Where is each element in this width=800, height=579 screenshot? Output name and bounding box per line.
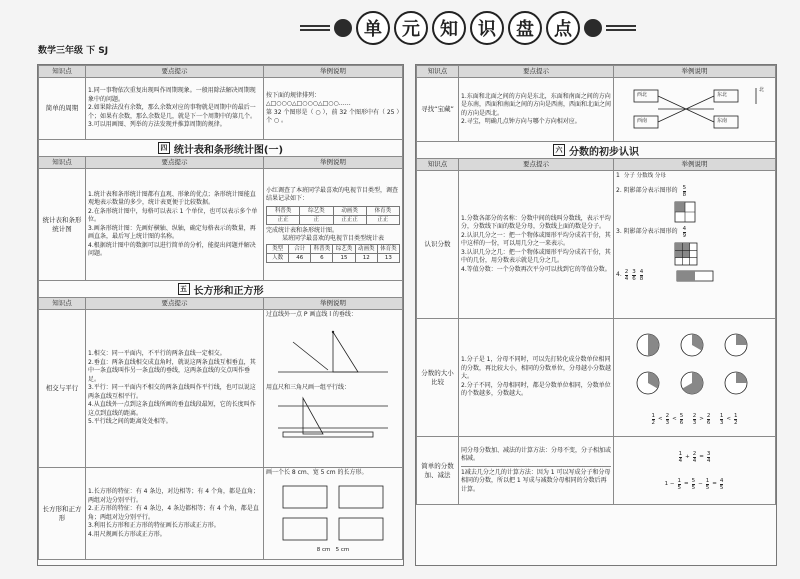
section-number: 五 (178, 283, 190, 295)
dir-nw: 西北 (637, 91, 648, 98)
col-header-knowledge: 知识点 (39, 66, 86, 78)
ex-recog: 1 分子 分数线 分母 2. 阴影部分表示图形的 $\frac{5}{8}$ 3. 阴影部分表示图形的 $\frac{4}{9}$ 4. $\frac{2}{4}$ $\frac{3}{6}$ $\frac{4}{8}$ (614, 171, 776, 319)
count-val: 12 (355, 253, 377, 262)
kp-rect: 长方形和正方形 (39, 468, 86, 560)
count-head: 综艺类 (333, 244, 355, 253)
circle-figures (620, 331, 770, 411)
banner-dot-left (334, 19, 352, 37)
tally-type: 体育类 (366, 206, 399, 215)
right-column (415, 64, 777, 566)
banner-char: 识 (470, 11, 504, 45)
rect-height-label: 5 cm (335, 546, 350, 553)
fraction-4-9: $\frac{4}{9}$ (682, 225, 687, 239)
section-title-stats (38, 140, 403, 156)
section-number: 四 (158, 142, 170, 154)
tally-type: 科普类 (267, 206, 300, 215)
col-header-knowledge: 知识点 (39, 157, 86, 169)
col-header-tips: 要点提示 (459, 159, 614, 171)
lines-table (38, 297, 403, 560)
banner-char: 单 (356, 11, 390, 45)
ex-add: $\frac{1}{4}$ + $\frac{2}{4}$ = $\frac{3}{4}$ 1 − $\frac{1}{5}$ = $\frac{5}{5}$ − $\frac{1}{5}$ = $\frac{4}{5}$ (614, 437, 776, 505)
count-val: 15 (333, 253, 355, 262)
col-header-examples: 举例说明 (264, 298, 403, 310)
dir-ne: 东北 (717, 91, 728, 98)
ex-lines (264, 310, 403, 468)
kp-recog: 认识分数 (417, 171, 459, 319)
col-header-examples: 举例说明 (264, 157, 403, 169)
tally-type: 综艺类 (300, 206, 333, 215)
col-header-tips: 要点提示 (459, 66, 614, 78)
tip-compare: 1.分子是 1，分母不同时，可以先打转化成分数单位相同的分数，再比较大小，相同的分数单位，分母越小分数越大。 2.分子不同，分母相同时，都是分数单位相同，分数单位的个数越多，分数越大。 (459, 319, 614, 437)
tip-recog: 1.分数各部分的名称：分数中间的线叫分数线，表示平均分，分数线下面的数是分母，分数线上面的数是分子。 2.认识几分之一：把一个物体或图形平均分成若干份，其中这样的一份，可以用几分之一来表示。 3.认识几分之几：把一个物体或图形平均分成若干份，其中的几份，用分数表示就是几分之几。 4.等值分数：一个分数再次平分可以找到它的等值分数。 (459, 171, 614, 319)
kp-add: 简单的分数加、减法 (417, 437, 459, 505)
ex-recog-1-parts: 分子 分数线 分母 (623, 173, 666, 179)
grid-figure-1 (620, 200, 770, 224)
tip-add (459, 437, 614, 505)
tip-period: 1.同一事物依次重复出现叫作周期现象。一般用除法解决周期现象中的问题。 2.如果除法没有余数，那么余数对应的事物就是周期中的最后一个；如果有余数，那么余数是几，就是下一个周期中的第几个。 3.可以用画图、列举的方法发现并推算周期的规律。 (86, 78, 264, 140)
ex-recog-4: 4. (616, 271, 622, 279)
banner-char: 知 (432, 11, 466, 45)
period-table (38, 65, 403, 140)
ex-lines-2: 用直尺和三角尺画一组平行线： (266, 383, 351, 391)
unit-review-banner (300, 8, 636, 48)
col-header-tips: 要点提示 (86, 157, 264, 169)
count-val: 13 (377, 253, 399, 262)
tally-mark: 正正 (366, 215, 399, 224)
ex-compare: $\frac{1}{2}$ < $\frac{2}{3}$ < $\frac{5}{6}$ $\frac{2}{3}$ > $\frac{2}{6}$ $\frac{1}{3}$ < $\frac{1}{2}$ (614, 319, 776, 437)
fraction-5-8: $\frac{5}{8}$ (682, 184, 687, 198)
tally-mark: 正正正 (333, 215, 366, 224)
tip-rect: 1.长方形的特征：有 4 条边，对边相等；有 4 个角，都是直角；两组对边分别平行。 2.正方形的特征：有 4 条边，4 条边都相等；有 4 个角，都是直角；两组对边分别平行。 3.利用长方形和正方形的特征画长方形或正方形。 4.用尺规画长方形或正方形。 (86, 468, 264, 560)
count-head: 类型 (267, 244, 289, 253)
banner-ornament-left (300, 25, 330, 31)
rectangle-figure (273, 480, 393, 544)
count-val: 6 (311, 253, 333, 262)
banner-char: 点 (546, 11, 580, 45)
treasure-table (416, 65, 776, 142)
perpendicular-figure (273, 322, 393, 382)
tip-add-2: 1减去几分之几的计算方法：因为 1 可以写成分子和分母相同的分数，所以把 1 写成与减数分母相同的分数后再计算。 (461, 468, 611, 493)
tally-type: 动画类 (333, 206, 366, 215)
count-head: 体育类 (377, 244, 399, 253)
compare-sign: > (699, 416, 704, 423)
ex-period-line2: △□○○○△□○○○△□○○…… (266, 100, 351, 107)
grid-figure-2 (620, 241, 770, 267)
count-head: 动画类 (355, 244, 377, 253)
grade-label: 数学三年级 下 SJ (38, 46, 109, 56)
stats-table (38, 156, 403, 281)
section-title-rect (38, 281, 403, 297)
tip-stats: 1.统计表和条形统计图都有直观、形象的优点；条形统计图能直观地表示数量的多少，统计表更便于比较数据。 2.在条形统计图中，每格可以表示 1 个单位，也可以表示多个单位。 3.画条形统计图：先画好横轴、纵轴，确定每格表示的数量，再画直条，最后写上统计图的名称。 4.根据统计图中的数据可以进行简单的分析，能提出问题并解决问题。 (86, 169, 264, 281)
banner-char: 盘 (508, 11, 542, 45)
ex-recog-2: 2. 阴影部分表示图形的 (616, 186, 678, 194)
col-header-examples: 举例说明 (614, 159, 776, 171)
kp-stats: 统计表和条形统计图 (39, 169, 86, 281)
count-head: 科普类 (311, 244, 333, 253)
ex-period-line3: 第 32 个图形是（ ○ ），前 32 个图形中有（ 25 ）个 ○ 。 (266, 108, 400, 124)
kp-period: 简单的周期 (39, 78, 86, 140)
count-val: 人数 (267, 253, 289, 262)
section-title-fraction (416, 142, 776, 158)
section-heading: 长方形和正方形 (193, 285, 264, 297)
section-heading: 统计表和条形统计图(一) (173, 144, 284, 156)
north-label: 北 (759, 86, 765, 93)
fraction-table (416, 158, 776, 505)
ex-rect-1: 画一个长 8 cm、宽 5 cm 的长方形。 (266, 469, 368, 476)
banner-char: 元 (394, 11, 428, 45)
ex-recog-1: 1 (616, 172, 620, 179)
ex-stats-line1: 小红调查了本班同学最喜欢的电视节目类型，调查结果记录如下： (266, 186, 399, 202)
compare-sign: < (726, 416, 731, 423)
count-table (266, 244, 400, 263)
tip-treasure: 1.东面和北面之间的方向是东北，东面和南面之间的方向是东南，西面和南面之间的方向是西南，西面和北面之间的方向是西北。 2.寻宝，明确几点钟方向与哪个方向相对应。 (459, 78, 614, 142)
rect-width-label: 8 cm (316, 546, 331, 553)
ex-recog-3: 3. 阴影部分表示图形的 (616, 227, 678, 235)
ex-rect (264, 468, 403, 560)
kp-lines: 相交与平行 (39, 310, 86, 468)
banner-dot-right (584, 19, 602, 37)
ex-treasure (614, 78, 776, 142)
col-header-tips: 要点提示 (86, 298, 264, 310)
tally-table (266, 206, 400, 225)
ex-lines-1: 过直线外一点 P 画直线 l 的垂线： (266, 311, 357, 318)
count-head: 合计 (289, 244, 311, 253)
ex-period (264, 78, 403, 140)
section-heading: 分数的初步认识 (569, 146, 639, 158)
section-number: 六 (553, 144, 565, 156)
dir-se: 东南 (717, 117, 728, 124)
tip-lines: 1.相交：同一平面内，不平行的两条直线一定相交。 2.垂直：两条直线相交成直角时，就说这两条直线互相垂直，其中一条直线叫作另一条直线的垂线，这两条直线的交点叫作垂足。 3.平行：同一平面内不相交的两条直线叫作平行线，也可以说这两条直线互相平行。 4.从直线外一点到这条直线所画的垂直线段最短，它的长度叫作这点到直线的距离。 5.平行线之间的距离处处相等。 (86, 310, 264, 468)
tally-mark: 正正 (267, 215, 300, 224)
col-header-tips: 要点提示 (86, 66, 264, 78)
kp-treasure: 寻找“宝藏” (417, 78, 459, 142)
count-val: 46 (289, 253, 311, 262)
ex-stats-line2: 完成统计表和条形统计图。 (266, 226, 339, 234)
left-column (37, 64, 404, 566)
tip-add-1: 同分母分数加、减法的计算方法：分母不变，分子相加或相减。 (461, 447, 611, 467)
ex-stats (264, 169, 403, 281)
stats-table-title: 某班同学最喜欢的电视节目类型统计表 (281, 235, 384, 242)
col-header-knowledge: 知识点 (39, 298, 86, 310)
dir-sw: 西南 (637, 117, 648, 124)
banner-ornament-right (606, 25, 636, 31)
ex-period-line1: 按下面的规律排列： (266, 91, 321, 99)
col-header-knowledge: 知识点 (417, 159, 459, 171)
parallel-figure (273, 394, 393, 438)
col-header-knowledge: 知识点 (417, 66, 459, 78)
tally-mark: 正 (300, 215, 333, 224)
col-header-examples: 举例说明 (264, 66, 403, 78)
page-header (0, 0, 800, 64)
kp-compare: 分数的大小比较 (417, 319, 459, 437)
col-header-examples: 举例说明 (614, 66, 776, 78)
bar-figure (676, 269, 716, 283)
